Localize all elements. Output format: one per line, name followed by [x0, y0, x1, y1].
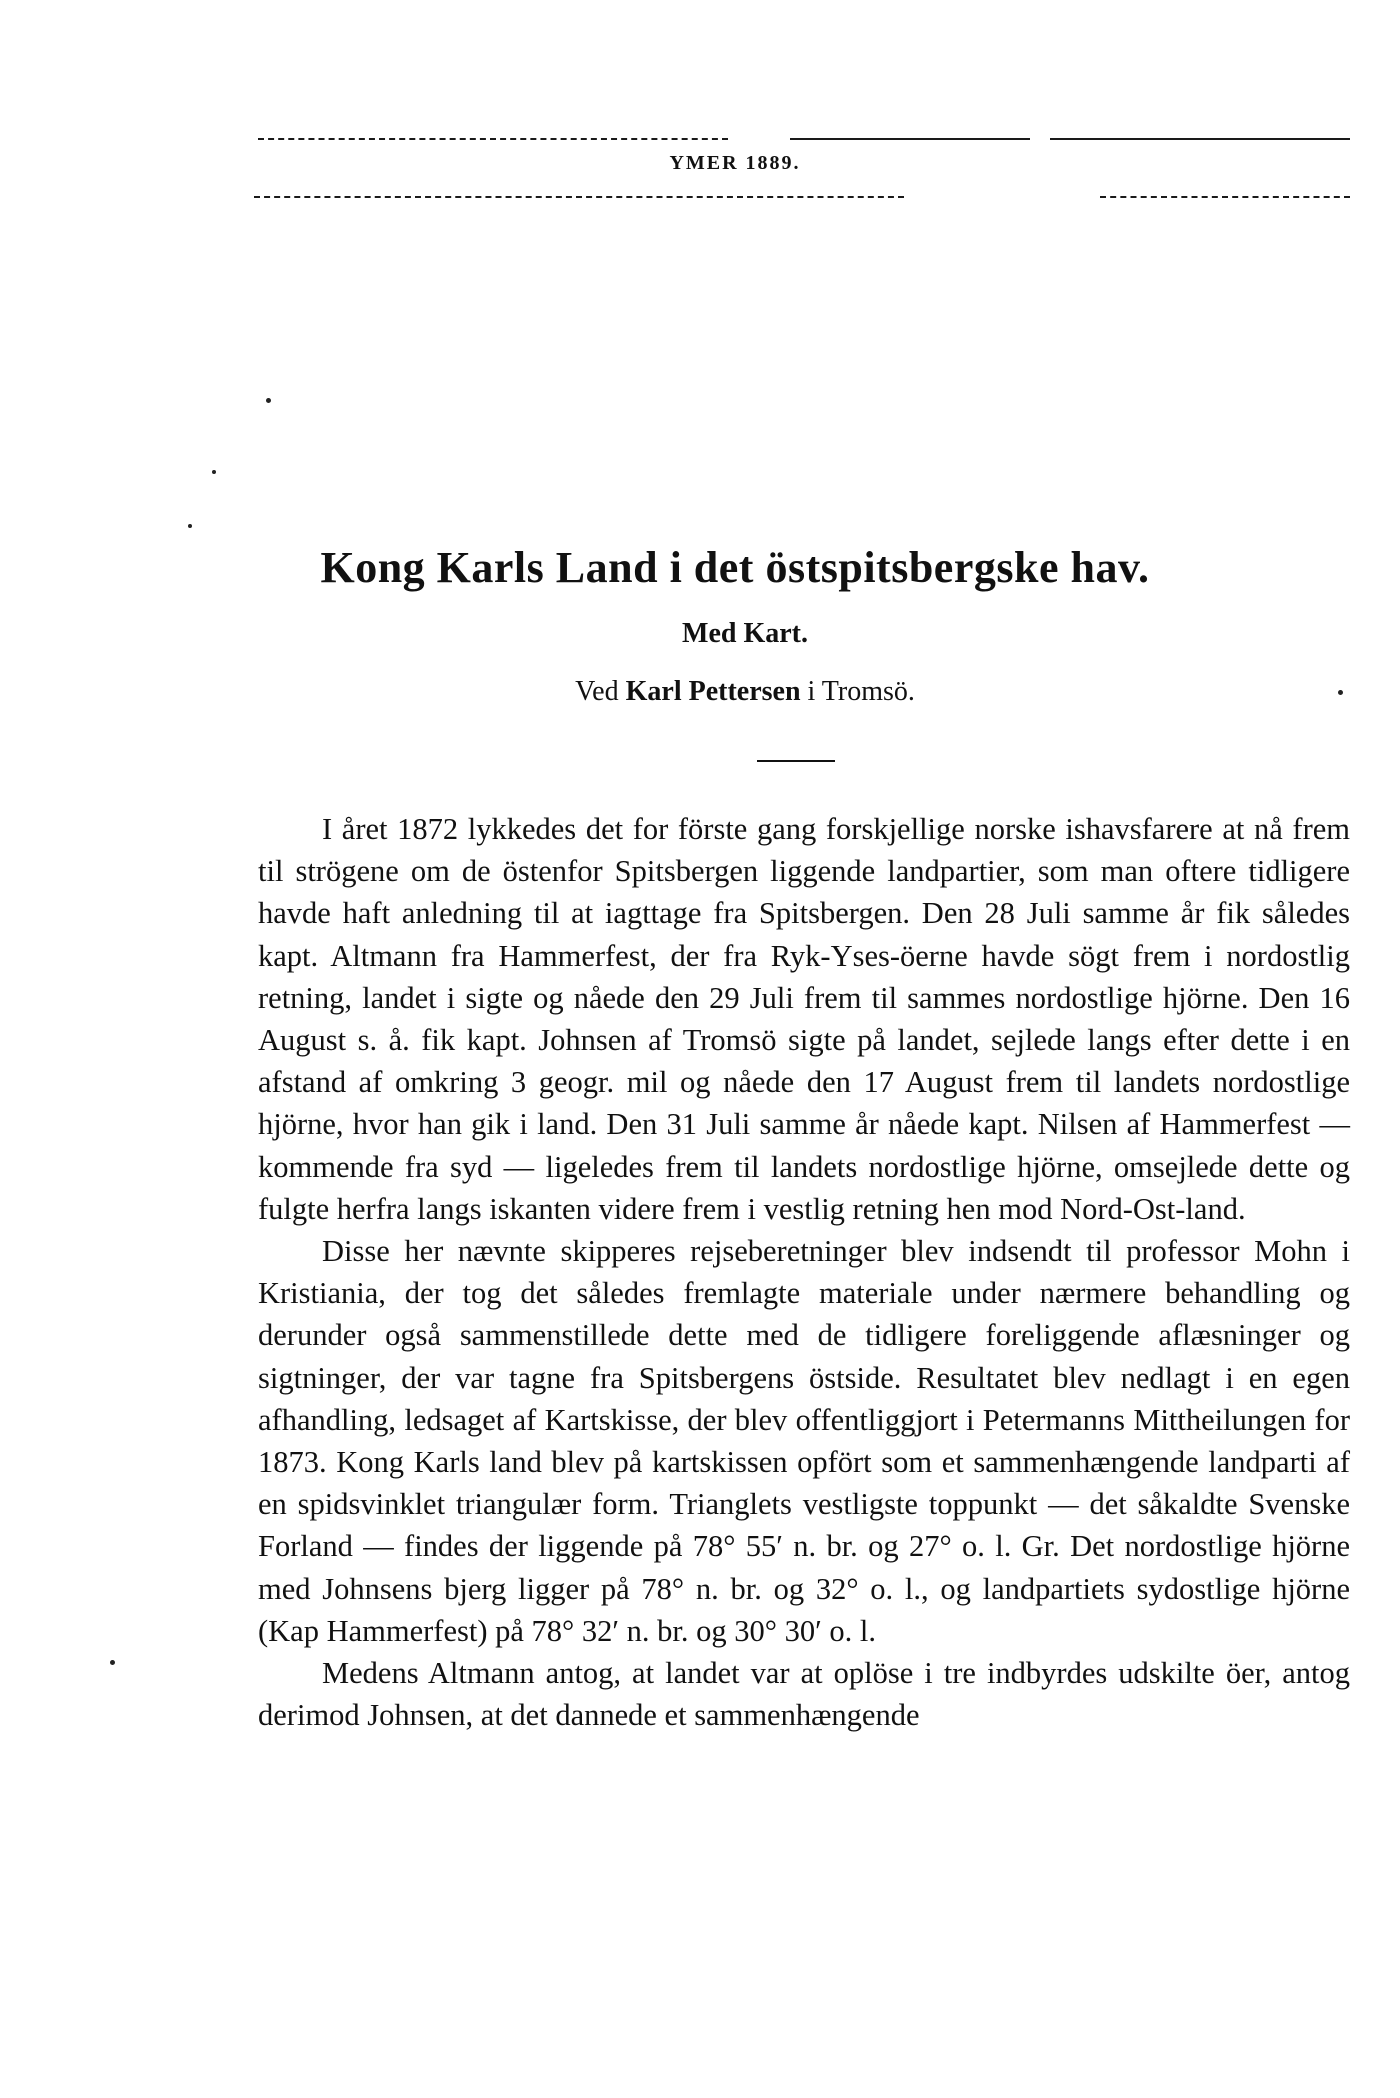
byline-suffix: i Tromsö. — [807, 676, 915, 707]
article-body — [258, 808, 1350, 1736]
header-rule-top-right — [1050, 138, 1350, 140]
section-divider — [757, 760, 835, 762]
scan-speck — [212, 470, 216, 474]
byline-prefix: Ved — [575, 676, 619, 707]
header-rule-top-middle — [790, 138, 1030, 140]
body-paragraph: I året 1872 lykkedes det for förste gang forskjellige norske ishavsfarere at nå frem til strögene om de östenfor Spitsbergen liggende landpartier, som man oftere tidligere havde haft anledning til at iagttage fra Spitsbergen. Den 28 Juli samme år fik således kapt. Altmann fra Hammerfest, der fra Ryk-Yses-öerne havde sögt frem i nordostlig retning, landet i sigte og nåede den 29 Juli frem til sammes nordostlige hjörne. Den 16 August s. å. fik kapt. Johnsen af Tromsö sigte på landet, sejlede langs efter dette i en afstand af omkring 3 geogr. mil og nåede den 17 August frem til landets nordostlige hjörne, hvor han gik i land. Den 31 Juli samme år nåede kapt. Nilsen af Hammerfest — kommende fra syd — ligeledes frem til landets nordostlige hjörne, omsejlede dette og fulgte herfra langs iskanten videre frem i vestlig retning hen mod Nord-Ost-land. — [258, 812, 1350, 1226]
byline-author: Karl Pettersen — [625, 676, 801, 707]
article-subtitle: Med Kart. — [682, 618, 808, 649]
article-title: Kong Karls Land i det östspitsbergske hav. — [320, 543, 1150, 592]
body-paragraph: Disse her nævnte skipperes rejseberetninger blev indsendt til professor Mohn i Kristiania, der tog det således fremlagte materiale under nærmere behandling og derunder også sammenstillede dette med de tidligere foreliggende aflæsninger og sigtninger, der var tagne fra Spitsbergens östside. Resultatet blev nedlagt i en egen afhandling, ledsaget af Kartskisse, der blev offentliggjort i Petermanns Mittheilungen for 1873. Kong Karls land blev på kartskissen opfört som et sammenhængende landparti af en spidsvinklet triangulær form. Trianglets vestligste toppunkt — det såkaldte Svenske Forland — findes der liggende på 78° 55′ n. br. og 27° o. l. Gr. Det nordostlige hjörne med Johnsens bjerg ligger på 78° n. br. og 32° o. l., og landpartiets sydostlige hjörne (Kap Hammerfest) på 78° 32′ n. br. og 30° 30′ o. l. — [258, 1234, 1350, 1648]
running-header: YMER 1889. — [669, 152, 801, 174]
header-rule-bottom-right — [1100, 196, 1350, 198]
scan-speck — [266, 398, 271, 403]
article-byline — [0, 676, 1400, 708]
body-paragraph: Medens Altmann antog, at landet var at oplöse i tre indbyrdes udskilte öer, antog derimod Johnsen, at det dannede et sammenhængende — [258, 1656, 1350, 1733]
header-rule-top-left — [258, 138, 728, 140]
header-rule-bottom-left — [254, 196, 904, 198]
scan-speck — [110, 1660, 115, 1665]
scan-speck — [188, 524, 192, 528]
